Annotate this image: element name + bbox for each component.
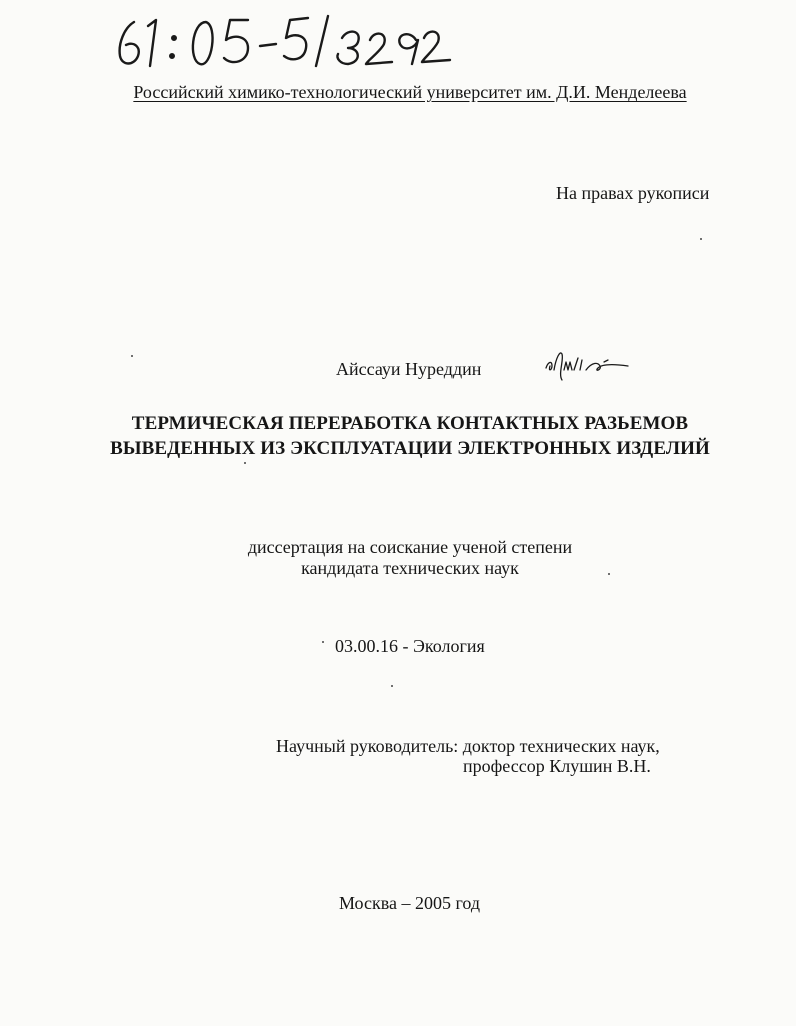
author-name: Айссауи Нуреддин — [336, 359, 482, 379]
supervisor-line-2: профессор Клушин В.Н. — [463, 756, 651, 776]
specialty-code: 03.00.16 - Экология — [335, 636, 485, 656]
scan-speck — [391, 685, 393, 687]
degree-statement — [0, 537, 796, 579]
author-signature — [540, 340, 640, 390]
title-line-2: ВЫВЕДЕННЫХ ИЗ ЭКСПЛУАТАЦИИ ЭЛЕКТРОННЫХ ИЗДЕЛИЙ — [110, 438, 710, 459]
archive-number-handwritten — [112, 6, 452, 76]
supervisor-line-1: Научный руководитель: доктор технических наук, — [276, 736, 660, 756]
university-name: Российский химико-технологический университет им. Д.И. Менделеева — [133, 82, 687, 102]
scan-speck — [700, 238, 702, 240]
title-line-1: ТЕРМИЧЕСКАЯ ПЕРЕРАБОТКА КОНТАКТНЫХ РАЗЬЕМОВ — [131, 413, 689, 434]
scan-speck — [244, 462, 246, 464]
scan-speck — [608, 573, 610, 575]
scan-speck — [322, 641, 324, 643]
rights-notice: На правах рукописи — [556, 183, 710, 203]
degree-line-2: кандидата технических наук — [301, 558, 519, 578]
scan-speck — [131, 355, 133, 357]
degree-line-1: диссертация на соискание ученой степени — [247, 537, 573, 557]
city-year: Москва – 2005 год — [339, 893, 481, 913]
dissertation-title — [0, 411, 796, 461]
